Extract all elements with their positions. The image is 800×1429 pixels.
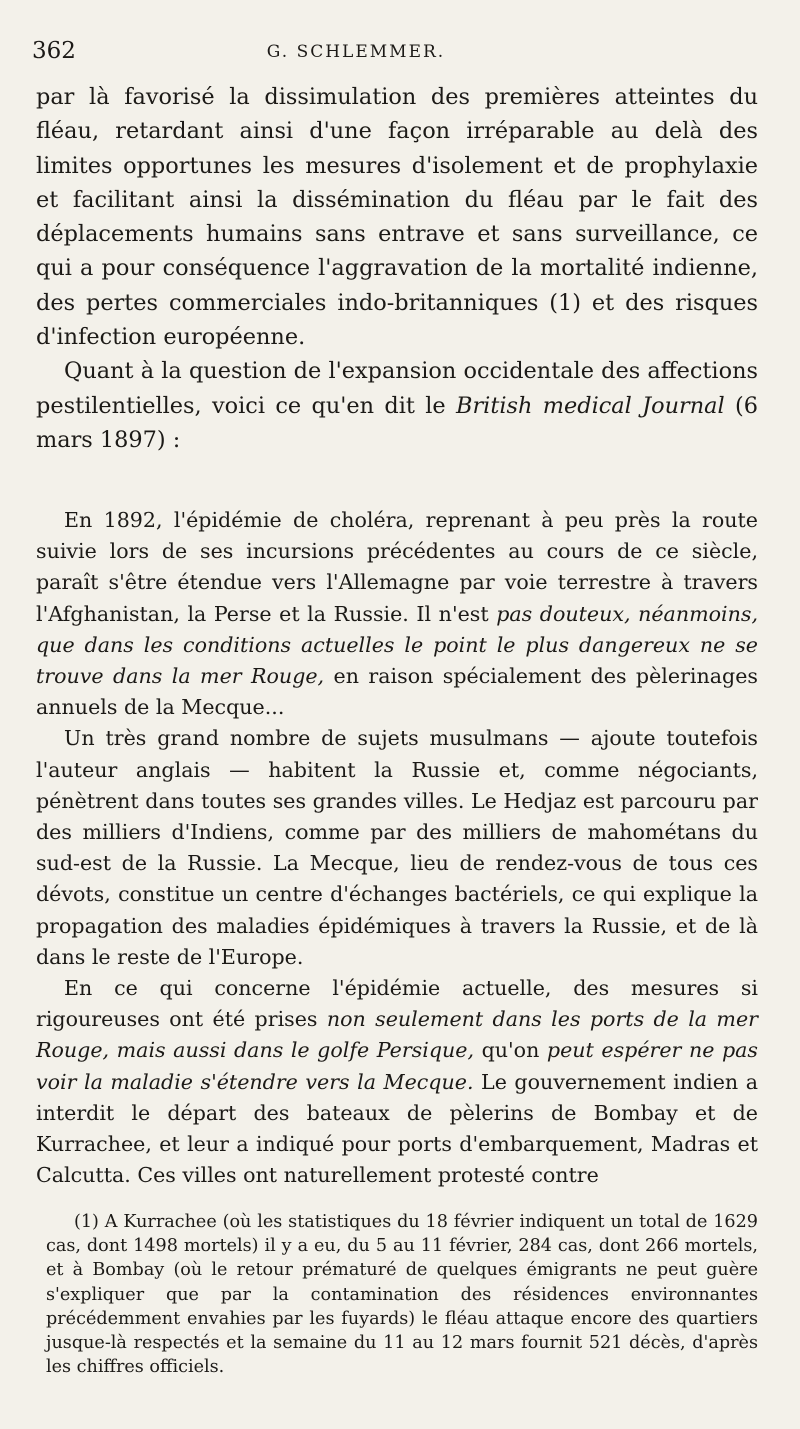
intro-paragraph-block bbox=[36, 80, 758, 457]
quote-paragraph-1: En 1892, l'épidémie de choléra, reprenant à peu près la route suivie lors de ses incursions précédentes au cours de ce siècle, paraît s'être étendue vers l'Allemagne par voie terrestre à travers l'Afghanistan, la Perse et la Russie. Il n'est pas douteux, néanmoins, que dans les conditions actuelles le point le plus dangereux ne se trouve dans la mer Rouge, en raison spécialement des pèlerinages annuels de la Mecque... bbox=[36, 508, 758, 720]
british-journal-paragraph: Quant à la question de l'expansion occidentale des affections pestilentielles, voici ce qu'en dit le British medical Journal (6 mars 1897) : bbox=[36, 358, 758, 453]
running-title: G. SCHLEMMER. bbox=[266, 42, 446, 62]
quote-paragraph-3: En ce qui concerne l'épidémie actuelle, des mesures si rigoureuses ont été prises non seulement dans les ports de la mer Rouge, mais aussi dans le golfe Persique, qu'on peut espérer ne pas voir la maladie s'étendre vers la Mecque. Le gouvernement indien a interdit le départ des bateaux de pèlerins de Bombay et de Kurrachee, et leur a indiqué pour ports d'embarquement, Madras et Calcutta. Ces villes ont naturellement protesté contre bbox=[36, 976, 758, 1188]
footnote-1: (1) A Kurrachee (où les statistiques du 18 février indiquent un total de 1629 cas, dont 1498 mortels) il y a eu, du 5 au 11 février, 284 cas, dont 266 mortels, et à Bombay (où le retour prématuré de quelques émigrants ne peut guère s'expliquer que par la contamination des résidences environnantes précédemment envahies par les fuyards) le fléau attaque encore des quartiers jusque-là respectés et la semaine du 11 au 12 mars fournit 521 décès, d'après les chiffres officiels. bbox=[46, 1212, 758, 1378]
footnote-block bbox=[46, 1210, 758, 1379]
journal-title: British medical Journal bbox=[456, 392, 725, 419]
emphasis-hope: peut espérer ne pas voir la maladie s'étendre vers la Mecque. bbox=[36, 1038, 758, 1094]
quote-paragraph-2: Un très grand nombre de sujets musulmans — ajoute toutefois l'auteur anglais — habitent la Russie et, comme négociants, pénètrent dans toutes ses grandes villes. Le Hedjaz est parcouru par des milliers d'Indiens, comme par des milliers de mahométans du sud-est de la Russie. La Mecque, lieu de rendez-vous de tous ces dévots, constitue un centre d'échanges bactériels, ce qui explique la propagation des maladies épidémiques à travers la Russie, et de là dans le reste de l'Europe. bbox=[36, 726, 758, 969]
page-header bbox=[32, 38, 760, 68]
emphasis-ports: non seulement dans les ports de la mer Rouge, mais aussi dans le golfe Persique, bbox=[36, 1007, 758, 1063]
emphasis-red-sea: pas douteux, néanmoins, que dans les conditions actuelles le point le plus dangereux ne se trouve dans la mer Rouge, bbox=[36, 601, 758, 689]
page-number: 362 bbox=[32, 38, 76, 64]
intro-paragraph: par là favorisé la dissimulation des premières atteintes du fléau, retardant ainsi d'une façon irréparable au delà des limites opportunes les mesures d'isolement et de prophylaxie et facilitant ainsi la dissémination du fléau par le fait des déplacements humains sans entrave et sans surveillance, ce qui a pour conséquence l'aggravation de la mortalité indienne, des pertes commerciales indo-britanniques (1) et des risques d'infection européenne. bbox=[36, 84, 758, 351]
quoted-passage bbox=[36, 505, 758, 1191]
